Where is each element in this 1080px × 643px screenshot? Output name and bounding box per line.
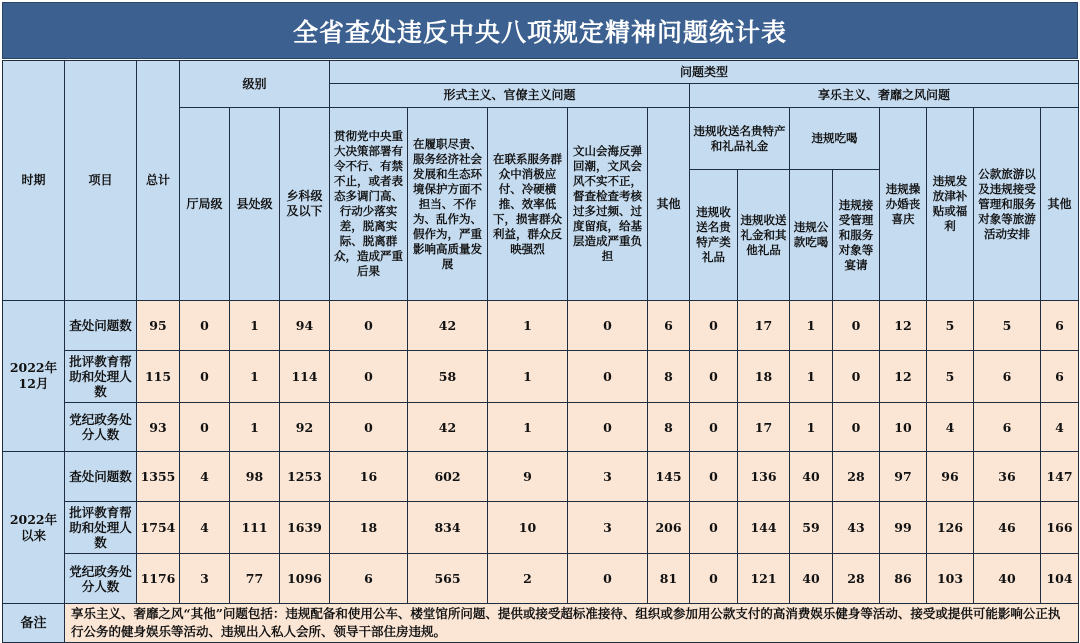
value-cell: 77 — [230, 554, 280, 604]
item-cell: 查处问题数 — [65, 452, 137, 502]
statistics-table — [2, 60, 1079, 643]
value-cell: 111 — [230, 502, 280, 554]
value-cell: 46 — [974, 502, 1041, 554]
table-title: 全省查处违反中央八项规定精神问题统计表 — [2, 2, 1078, 59]
value-cell: 81 — [648, 554, 690, 604]
header-eat-2: 违规接受管理和服务对象等宴请 — [833, 170, 880, 301]
table-row — [3, 403, 1079, 452]
period-cell: 2022年以来 — [3, 452, 65, 604]
value-cell: 86 — [880, 554, 927, 604]
value-cell: 1253 — [280, 452, 330, 502]
value-cell: 6 — [974, 351, 1041, 403]
value-cell: 1176 — [137, 554, 180, 604]
header-level-xian: 县处级 — [230, 108, 280, 301]
header-gift: 违规收送名贵特产和礼品礼金 — [690, 108, 790, 170]
value-cell: 0 — [180, 301, 230, 351]
value-cell: 5 — [927, 301, 974, 351]
value-cell: 12 — [880, 351, 927, 403]
value-cell: 166 — [1041, 502, 1079, 554]
value-cell: 104 — [1041, 554, 1079, 604]
value-cell: 1 — [230, 301, 280, 351]
value-cell: 0 — [833, 351, 880, 403]
header-eat: 违规吃喝 — [790, 108, 880, 170]
value-cell: 93 — [137, 403, 180, 452]
value-cell: 147 — [1041, 452, 1079, 502]
note-label: 备注 — [3, 604, 65, 643]
value-cell: 2 — [488, 554, 568, 604]
header-subsidy: 违规发放津补贴或福利 — [927, 108, 974, 301]
table-row — [3, 351, 1079, 403]
header-level-ting: 厅局级 — [180, 108, 230, 301]
value-cell: 0 — [690, 502, 738, 554]
value-cell: 1 — [488, 403, 568, 452]
value-cell: 4 — [180, 502, 230, 554]
value-cell: 1 — [790, 403, 833, 452]
value-cell: 206 — [648, 502, 690, 554]
value-cell: 99 — [880, 502, 927, 554]
header-problem-type: 问题类型 — [330, 61, 1079, 84]
header-gift-1: 违规收送名贵特产类礼品 — [690, 170, 738, 301]
value-cell: 42 — [408, 403, 488, 452]
header-hedonism-other: 其他 — [1041, 108, 1079, 301]
item-cell: 党纪政务处分人数 — [65, 554, 137, 604]
header-level: 级别 — [180, 61, 330, 108]
value-cell: 28 — [833, 452, 880, 502]
value-cell: 18 — [330, 502, 408, 554]
value-cell: 602 — [408, 452, 488, 502]
value-cell: 1 — [790, 301, 833, 351]
value-cell: 40 — [790, 554, 833, 604]
value-cell: 58 — [408, 351, 488, 403]
note-text: 享乐主义、奢靡之风“其他”问题包括：违规配备和使用公车、楼堂馆所问题、提供或接受超标准接待、组织或参加用公款支付的高消费娱乐健身等活动、接受或提供可能影响公正执行公务的健身娱乐等活动、违规出入私人会所、领导干部住房违规。 — [65, 604, 1079, 643]
header-item: 项目 — [65, 61, 137, 301]
value-cell: 0 — [330, 301, 408, 351]
header-hedonism: 享乐主义、奢靡之风问题 — [690, 84, 1079, 108]
header-period: 时期 — [3, 61, 65, 301]
header-formalism: 形式主义、官僚主义问题 — [330, 84, 690, 108]
header-eat-1: 违规公款吃喝 — [790, 170, 833, 301]
value-cell: 6 — [1041, 351, 1079, 403]
value-cell: 0 — [568, 301, 648, 351]
item-cell: 党纪政务处分人数 — [65, 403, 137, 452]
period-cell: 2022年12月 — [3, 301, 65, 452]
header-travel: 公款旅游以及违规接受管理和服务对象等旅游活动安排 — [974, 108, 1041, 301]
value-cell: 0 — [833, 403, 880, 452]
value-cell: 0 — [568, 403, 648, 452]
value-cell: 9 — [488, 452, 568, 502]
value-cell: 0 — [330, 351, 408, 403]
value-cell: 94 — [280, 301, 330, 351]
header-formalism-1: 贯彻党中央重大决策部署有令不行、有禁不止，或者表态多调门高、行动少落实差，脱离实际、脱离群众，造成严重后果 — [330, 108, 408, 301]
header-formalism-4: 文山会海反弹回潮，文风会风不实不正，督查检查考核过多过频、过度留痕，给基层造成严重负担 — [568, 108, 648, 301]
value-cell: 115 — [137, 351, 180, 403]
value-cell: 834 — [408, 502, 488, 554]
value-cell: 1096 — [280, 554, 330, 604]
header-formalism-other: 其他 — [648, 108, 690, 301]
value-cell: 1754 — [137, 502, 180, 554]
value-cell: 0 — [690, 554, 738, 604]
value-cell: 145 — [648, 452, 690, 502]
value-cell: 114 — [280, 351, 330, 403]
value-cell: 1355 — [137, 452, 180, 502]
value-cell: 0 — [568, 554, 648, 604]
header-gift-2: 违规收送礼金和其他礼品 — [738, 170, 790, 301]
value-cell: 0 — [690, 301, 738, 351]
value-cell: 17 — [738, 403, 790, 452]
value-cell: 12 — [880, 301, 927, 351]
item-cell: 批评教育帮助和处理人数 — [65, 351, 137, 403]
value-cell: 1 — [488, 351, 568, 403]
header-total: 总计 — [137, 61, 180, 301]
value-cell: 10 — [880, 403, 927, 452]
value-cell: 0 — [330, 403, 408, 452]
value-cell: 6 — [330, 554, 408, 604]
value-cell: 97 — [880, 452, 927, 502]
value-cell: 4 — [180, 452, 230, 502]
value-cell: 3 — [568, 502, 648, 554]
value-cell: 10 — [488, 502, 568, 554]
table-row — [3, 452, 1079, 502]
value-cell: 103 — [927, 554, 974, 604]
value-cell: 1 — [790, 351, 833, 403]
value-cell: 28 — [833, 554, 880, 604]
value-cell: 6 — [1041, 301, 1079, 351]
value-cell: 0 — [568, 351, 648, 403]
value-cell: 0 — [180, 403, 230, 452]
value-cell: 40 — [790, 452, 833, 502]
value-cell: 121 — [738, 554, 790, 604]
value-cell: 4 — [1041, 403, 1079, 452]
value-cell: 1 — [230, 403, 280, 452]
value-cell: 136 — [738, 452, 790, 502]
value-cell: 0 — [690, 403, 738, 452]
value-cell: 3 — [180, 554, 230, 604]
value-cell: 0 — [690, 452, 738, 502]
table-row — [3, 554, 1079, 604]
value-cell: 42 — [408, 301, 488, 351]
item-cell: 批评教育帮助和处理人数 — [65, 502, 137, 554]
value-cell: 8 — [648, 403, 690, 452]
value-cell: 59 — [790, 502, 833, 554]
value-cell: 0 — [833, 301, 880, 351]
value-cell: 40 — [974, 554, 1041, 604]
table-row — [3, 301, 1079, 351]
value-cell: 1639 — [280, 502, 330, 554]
value-cell: 6 — [648, 301, 690, 351]
value-cell: 96 — [927, 452, 974, 502]
value-cell: 17 — [738, 301, 790, 351]
value-cell: 4 — [927, 403, 974, 452]
table-row — [3, 502, 1079, 554]
value-cell: 5 — [927, 351, 974, 403]
value-cell: 144 — [738, 502, 790, 554]
header-level-xiang: 乡科级及以下 — [280, 108, 330, 301]
value-cell: 18 — [738, 351, 790, 403]
value-cell: 1 — [488, 301, 568, 351]
value-cell: 1 — [230, 351, 280, 403]
value-cell: 92 — [280, 403, 330, 452]
header-formalism-2: 在履职尽责、服务经济社会发展和生态环境保护方面不担当、不作为、乱作为、假作为，严重影响高质量发展 — [408, 108, 488, 301]
value-cell: 98 — [230, 452, 280, 502]
value-cell: 36 — [974, 452, 1041, 502]
item-cell: 查处问题数 — [65, 301, 137, 351]
value-cell: 6 — [974, 403, 1041, 452]
value-cell: 5 — [974, 301, 1041, 351]
table-body — [3, 301, 1079, 604]
value-cell: 0 — [180, 351, 230, 403]
value-cell: 126 — [927, 502, 974, 554]
value-cell: 43 — [833, 502, 880, 554]
header-wedding: 违规操办婚丧喜庆 — [880, 108, 927, 301]
header-formalism-3: 在联系服务群众中消极应付、冷硬横推、效率低下，损害群众利益，群众反映强烈 — [488, 108, 568, 301]
value-cell: 565 — [408, 554, 488, 604]
value-cell: 8 — [648, 351, 690, 403]
value-cell: 0 — [690, 351, 738, 403]
value-cell: 95 — [137, 301, 180, 351]
value-cell: 3 — [568, 452, 648, 502]
value-cell: 16 — [330, 452, 408, 502]
